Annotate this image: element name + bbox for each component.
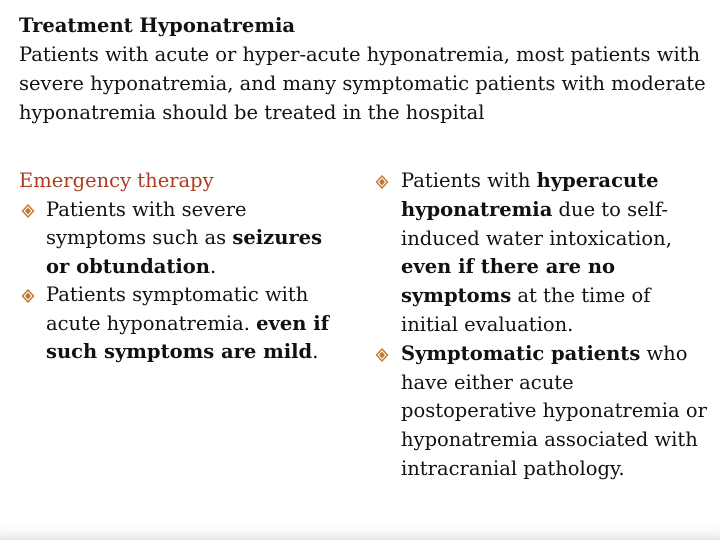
item-text: who have either acute postoperative hyponatremia or hyponatremia associated with intracranial pathology. <box>401 341 707 480</box>
right-column <box>372 167 712 484</box>
left-bullet-list <box>19 196 349 367</box>
diamond-bullet-icon <box>375 348 389 362</box>
item-bold-text: seizures or obtundation <box>46 226 323 278</box>
intro-paragraph: Patients with acute or hyper-acute hyponatremia, most patients with severe hyponatremia, and many symptomatic patients with moderate hyponatremia should be treated in the hospital <box>19 43 706 124</box>
list-item <box>372 167 712 340</box>
right-bullet-list <box>372 167 712 484</box>
item-bold-text: Symptomatic patients <box>401 341 641 365</box>
diamond-bullet-icon <box>21 289 35 303</box>
slide-header <box>19 11 709 127</box>
item-text: due to self-induced water intoxication, <box>401 197 672 250</box>
item-text: . <box>209 254 217 278</box>
slide-title: Treatment Hyponatremia <box>19 14 295 37</box>
item-text: . <box>312 340 319 363</box>
diamond-bullet-icon <box>21 204 35 218</box>
list-item <box>372 340 712 484</box>
item-bold-text: hyperacute hyponatremia <box>401 169 659 221</box>
left-column <box>19 167 349 367</box>
item-text: Patients with severe symptoms such as <box>46 197 247 249</box>
list-item <box>19 196 349 282</box>
item-text: Patients with <box>401 169 537 192</box>
item-bold-text: even if there are no symptoms <box>401 255 616 308</box>
list-item <box>19 281 349 367</box>
item-text: at the time of initial evaluation. <box>401 284 651 336</box>
emergency-therapy-heading: Emergency therapy <box>19 169 214 192</box>
item-text: Patients symptomatic with acute hyponatremia. <box>46 283 309 335</box>
item-bold-text: even if such symptoms are mild <box>46 311 330 363</box>
diamond-bullet-icon <box>375 175 389 189</box>
